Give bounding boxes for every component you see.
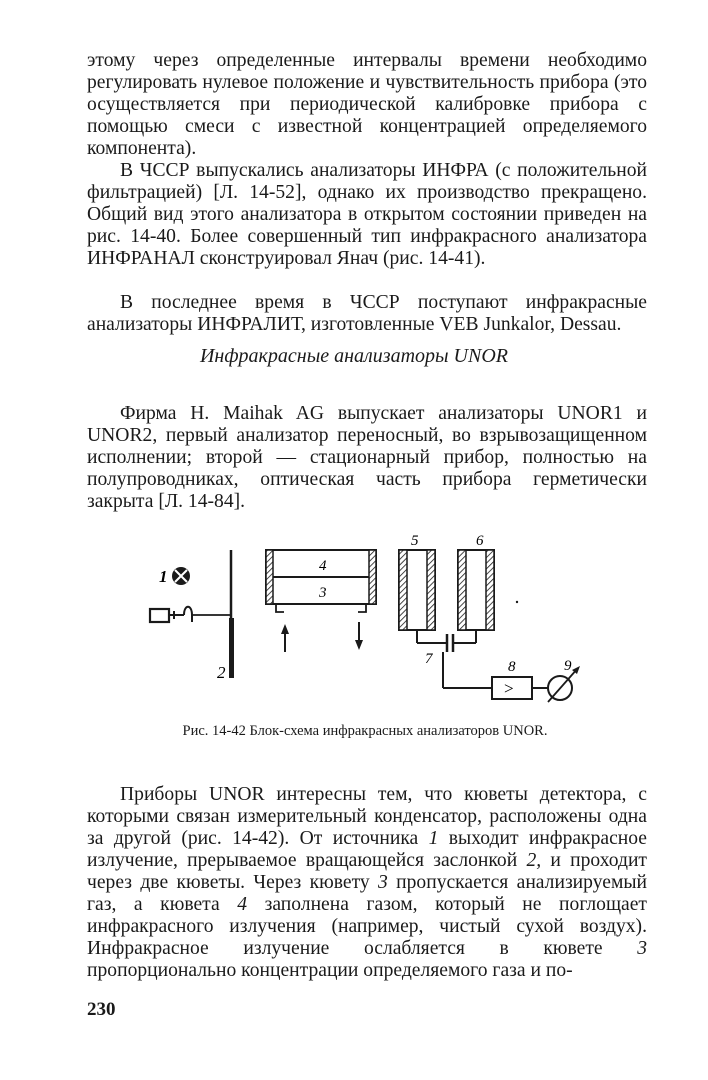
label-7: 7 bbox=[425, 651, 433, 667]
paragraph-calibration: этому через определенные интервалы времени необходимо регулировать нулевое положение и чувствительность прибора (это осуществляется при периодической калибровке прибора с помощью смеси с известной концентрацией определяемого компонента). bbox=[87, 50, 647, 159]
block-diagram-figure bbox=[140, 530, 610, 720]
label-3: 3 bbox=[319, 585, 327, 601]
text-run: пропорционально концентрации определяемого газа и по- bbox=[87, 960, 573, 981]
label-8: 8 bbox=[508, 659, 516, 675]
ref-shutter-number: 2, bbox=[526, 850, 542, 871]
text-run: пропускается анализируемый газ, а кювета bbox=[87, 872, 647, 915]
ref-source-number: 1 bbox=[428, 828, 439, 849]
paragraph-infra-analyzers: В ЧССР выпускались анализаторы ИНФРА (с положительной фильтрацией) [Л. 14-52], однако их производство прекращено. Общий вид этого анализатора в открытом состоянии приведен на рис. 14-40. Более совершенный тип инфракрасного анализатора ИНФРАНАЛ сконструировал Янач (рис. 14-41). bbox=[87, 160, 647, 269]
text-run: Приборы UNOR интересны тем, что кюветы детектора, с которыми связан измерительный конденсатор, расположены одна за другой (рис. 14-42). От источника bbox=[87, 784, 647, 849]
ref-cuvette-3-number: 3 bbox=[378, 872, 388, 893]
amplifier-block bbox=[492, 677, 548, 699]
ref-cuvette-3-number: 3 bbox=[637, 938, 647, 959]
motor-icon bbox=[150, 607, 230, 622]
label-4: 4 bbox=[319, 558, 327, 574]
detector-chambers bbox=[399, 550, 494, 630]
label-1: 1 bbox=[159, 567, 168, 586]
source-lamp-icon bbox=[172, 567, 190, 585]
paragraph-maihak: Фирма H. Maihak AG выпускает анализаторы UNOR1 и UNOR2, первый анализатор переносный, во взрывозащищенном исполнении; второй — стационарный прибор, полностью на полупроводниках, оптическая часть прибора герметически закрыта [Л. 14-84]. bbox=[87, 403, 647, 512]
amplifier-symbol: > bbox=[504, 679, 514, 698]
text-run: заполнена газом, который не поглощает инфракрасного излучения (например, чистый сухой воздух). Инфракрасное излучение ослабляется в кювете bbox=[87, 894, 647, 959]
gas-inlet-arrow-icon bbox=[281, 624, 289, 652]
label-9: 9 bbox=[564, 658, 572, 674]
rotating-shutter bbox=[229, 550, 234, 678]
text-run: и проходит через две кюветы. Через кювету bbox=[87, 850, 647, 893]
paragraph-infralit: В последнее время в ЧССР поступают инфракрасные анализаторы ИНФРАЛИТ, изготовленные VEB Junkalor, Dessau. bbox=[87, 292, 647, 335]
label-2: 2 bbox=[217, 663, 226, 682]
page-number: 230 bbox=[87, 999, 116, 1020]
text-run: выходит инфракрасное излучение, прерываемое вращающейся заслонкой bbox=[87, 828, 647, 871]
section-heading: Инфракрасные анализаторы UNOR bbox=[199, 345, 509, 367]
label-6: 6 bbox=[476, 533, 484, 549]
ref-cuvette-4-number: 4 bbox=[237, 894, 248, 915]
speck-dot bbox=[516, 601, 518, 603]
gas-outlet-arrow-icon bbox=[355, 622, 363, 650]
paragraph-unor-principle bbox=[87, 784, 647, 982]
label-5: 5 bbox=[411, 533, 419, 549]
figure-caption: Рис. 14-42 Блок-схема инфракрасных анализаторов UNOR. bbox=[182, 723, 548, 739]
